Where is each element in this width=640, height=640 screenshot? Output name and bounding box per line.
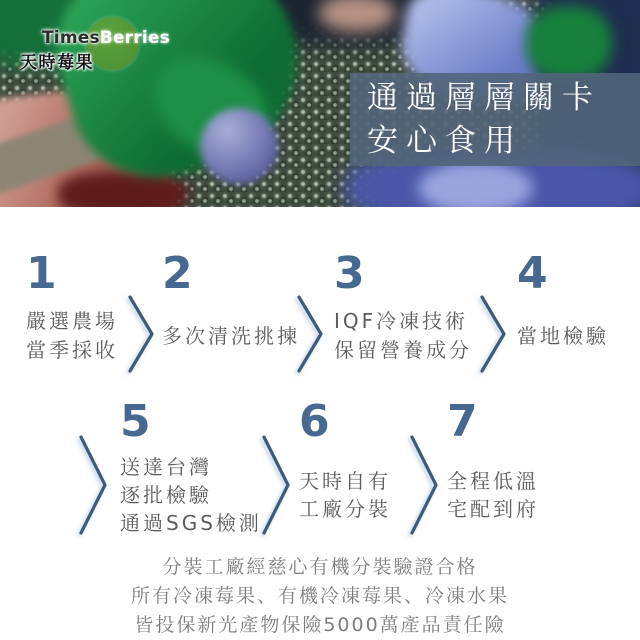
step-number: 6 [299,396,330,447]
step-line: IQF冷凍技術 [334,309,469,333]
chevron-right-icon [127,294,155,374]
chevron-right-icon [296,294,324,374]
step-6 [299,397,391,543]
step-text [299,447,391,543]
footer-line: 分裝工廠經慈心有機分裝驗證合格 [162,556,478,578]
footer-line: 所有冷凍莓果、有機冷凍莓果、冷凍水果 [130,585,509,607]
logo-berries-text: Berries [99,28,170,48]
logo-wordmark [42,28,170,48]
step-text [334,299,472,373]
step-text [26,299,118,373]
step-line: 嚴選農場 [26,309,118,333]
hero-banner [350,73,640,166]
photo-blob-lavender-fabric [418,162,533,207]
step-number: 1 [26,248,57,299]
brand-logo [18,12,170,76]
hero-title-line1: 通過層層關卡 [367,80,601,116]
chevron-right-icon [261,434,291,536]
step-line: 保留營養成分 [334,338,472,362]
step-line: 當季採收 [26,338,118,362]
step-text [120,447,262,543]
step-5 [120,397,262,543]
photo-blob-purple-glove [200,108,278,184]
step-line: 全程低溫 [447,469,539,493]
step-line: 通過SGS檢測 [120,511,262,535]
step-line: 宅配到府 [447,497,539,521]
step-line: 送達台灣 [120,455,212,479]
step-4 [517,249,609,373]
step-line: 多次清洗挑揀 [162,323,300,348]
chevron-right-icon [78,434,108,536]
step-text [447,447,539,543]
photo-blob-red-chute [58,172,188,207]
step-3 [334,249,472,373]
step-number: 7 [447,396,478,447]
photo-blob-green-sleeve-right [526,6,612,80]
logo-chinese-text: 天時莓果 [20,53,94,73]
step-line: 工廠分裝 [299,497,391,521]
step-line: 逐批檢驗 [120,483,212,507]
chevron-right-icon [479,294,507,374]
step-7 [447,397,539,543]
footer-line: 皆投保新光產物保險5000萬產品責任險 [134,614,506,636]
step-number: 5 [120,396,151,447]
step-number: 2 [162,248,193,299]
step-number: 4 [517,248,548,299]
step-1 [26,249,118,373]
hero-title-line2: 安心食用 [367,123,523,159]
step-line: 天時自有 [299,469,391,493]
footer-note [0,553,640,640]
step-text [162,299,300,373]
step-text [517,299,609,373]
step-line: 當地檢驗 [517,323,609,348]
step-number: 3 [334,248,365,299]
step-2 [162,249,300,373]
chevron-right-icon [409,434,439,536]
logo-times-text: Times [42,28,100,48]
